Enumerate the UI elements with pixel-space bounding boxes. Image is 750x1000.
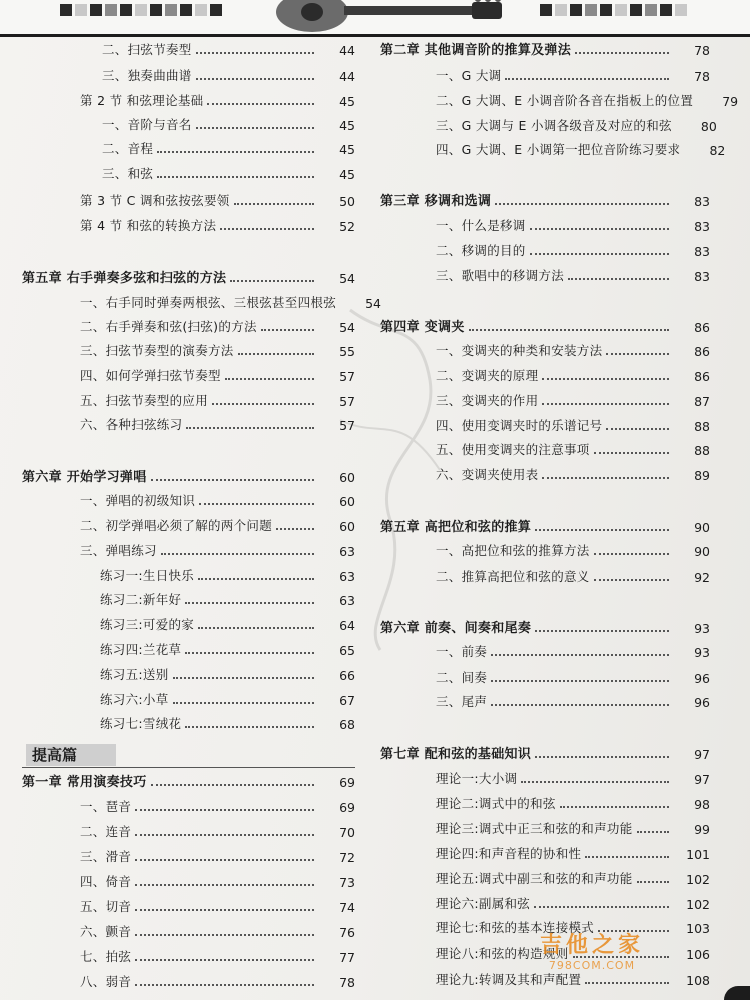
dot-leader — [185, 726, 314, 728]
dot-leader — [568, 278, 669, 280]
toc-page-number: 87 — [694, 394, 710, 409]
toc-entry — [22, 111, 355, 133]
toc-page-number: 101 — [686, 847, 710, 862]
toc-page-number: 45 — [339, 142, 355, 157]
toc-chapter-entry — [380, 36, 710, 58]
toc-page-number: 70 — [339, 825, 355, 840]
dot-leader — [185, 652, 314, 654]
toc-entry-title: 一、前奏 — [436, 644, 488, 659]
toc-entry-title: 三、歌唱中的移调方法 — [436, 268, 565, 283]
toc-entry-title: 第 2 节 和弦理论基础 — [80, 93, 204, 108]
toc-entry — [22, 636, 355, 658]
toc-page-number: 86 — [694, 369, 710, 384]
toc-entry-title: 三、尾声 — [436, 694, 488, 709]
toc-page-number: 102 — [686, 872, 710, 887]
toc-entry — [380, 765, 710, 787]
toc-entry-title: 第六章 前奏、间奏和尾奏 — [380, 621, 532, 636]
toc-entry-title: 练习六:小草 — [100, 692, 169, 707]
toc-page-number: 54 — [339, 271, 355, 286]
toc-page-number: 102 — [686, 897, 710, 912]
toc-entry — [22, 362, 355, 384]
toc-page-number: 72 — [339, 850, 355, 865]
toc-entry-title: 六、颤音 — [80, 924, 132, 939]
toc-page-number: 54 — [365, 296, 382, 311]
toc-page-number: 83 — [694, 244, 710, 259]
toc-page-number: 83 — [694, 269, 710, 284]
toc-page-number: 93 — [694, 621, 710, 636]
toc-entry-title: 二、初学弹唱必须了解的两个问题 — [80, 518, 273, 533]
toc-entry — [22, 868, 355, 890]
dot-leader — [196, 127, 314, 129]
toc-entry-title: 第一章 常用演奏技巧 — [22, 775, 147, 790]
toc-entry — [380, 790, 710, 812]
toc-entry — [380, 212, 710, 234]
dot-leader — [135, 809, 314, 811]
section-label: 提高篇 — [26, 744, 116, 766]
toc-page-number: 45 — [339, 118, 355, 133]
toc-entry-title: 四、使用变调夹时的乐谱记号 — [436, 418, 603, 433]
toc-entry — [22, 793, 355, 815]
dot-leader — [151, 784, 314, 786]
toc-entry — [380, 664, 710, 686]
toc-entry — [22, 843, 355, 865]
toc-entry — [380, 112, 717, 134]
toc-entry-title: 第三章 移调和选调 — [380, 194, 492, 209]
toc-entry-title: 练习三:可爱的家 — [100, 617, 195, 632]
toc-entry — [380, 638, 710, 660]
toc-entry-title: 七、拍弦 — [80, 949, 132, 964]
toc-entry-title: 二、右手弹奏和弦(扫弦)的方法 — [80, 319, 257, 334]
toc-chapter-entry — [380, 513, 710, 535]
dot-leader — [173, 702, 314, 704]
toc-page-number: 57 — [339, 418, 355, 433]
dot-leader — [157, 151, 314, 153]
dot-leader — [225, 378, 314, 380]
dot-leader — [585, 982, 669, 984]
toc-page-number: 54 — [339, 320, 355, 335]
dot-leader — [234, 203, 314, 205]
toc-entry-title: 八、弱音 — [80, 974, 132, 989]
toc-entry-title: 三、扫弦节奏型的演奏方法 — [80, 343, 234, 358]
toc-entry-title: 理论四:和声音程的协和性 — [436, 846, 582, 861]
toc-page-number: 90 — [694, 544, 710, 559]
toc-page-number: 65 — [339, 643, 355, 658]
toc-entry — [22, 62, 355, 84]
toc-entry — [380, 890, 710, 912]
toc-page-number: 50 — [339, 194, 355, 209]
toc-page-number: 103 — [686, 921, 710, 936]
toc-page-number: 69 — [339, 775, 355, 790]
toc-entry — [380, 337, 710, 359]
toc-entry — [380, 688, 710, 710]
toc-page-number: 108 — [686, 973, 710, 988]
toc-page-number: 93 — [694, 645, 710, 660]
toc-entry-title: 一、变调夹的种类和安装方法 — [436, 343, 603, 358]
toc-entry — [22, 818, 355, 840]
toc-entry — [380, 362, 710, 384]
toc-page-number: 97 — [694, 747, 710, 762]
toc-page-number: 63 — [339, 593, 355, 608]
toc-entry-title: 一、琶音 — [80, 799, 132, 814]
toc-entry-title: 第五章 高把位和弦的推算 — [380, 520, 532, 535]
watermark-url: 798COM.COM — [548, 959, 636, 972]
toc-entry — [22, 562, 355, 584]
toc-entry-title: 一、高把位和弦的推算方法 — [436, 543, 590, 558]
toc-chapter-entry — [22, 264, 355, 286]
toc-entry — [380, 436, 710, 458]
toc-page-number: 89 — [694, 468, 710, 483]
toc-page-number: 96 — [694, 695, 710, 710]
toc-page-number: 64 — [339, 618, 355, 633]
dot-leader — [135, 834, 314, 836]
toc-page-number: 99 — [694, 822, 710, 837]
toc-page-number: 83 — [694, 219, 710, 234]
toc-entry — [22, 160, 355, 182]
toc-entry-title: 三、独奏曲曲谱 — [102, 68, 192, 83]
dot-leader — [220, 228, 314, 230]
toc-entry-title: 一、G 大调 — [436, 68, 502, 83]
toc-entry-title: 五、使用变调夹的注意事项 — [436, 442, 590, 457]
toc-page-number: 44 — [339, 69, 355, 84]
section-rule — [22, 767, 355, 768]
toc-entry-title: 理论六:副属和弦 — [436, 896, 531, 911]
dot-leader — [135, 984, 314, 986]
toc-entry-title: 六、变调夹使用表 — [436, 467, 539, 482]
dot-leader — [594, 553, 669, 555]
toc-page-number: 67 — [339, 693, 355, 708]
toc-entry-title: 六、各种扫弦练习 — [80, 417, 183, 432]
dot-leader — [542, 403, 669, 405]
toc-entry — [22, 611, 355, 633]
toc-entry-title: 理论七:和弦的基本连接模式 — [436, 920, 595, 935]
toc-entry-title: 第七章 配和弦的基础知识 — [380, 747, 532, 762]
dot-leader — [238, 353, 314, 355]
dot-leader — [495, 203, 669, 205]
toc-entry-title: 三、变调夹的作用 — [436, 393, 539, 408]
toc-entry — [22, 487, 355, 509]
toc-entry — [22, 918, 355, 940]
toc-entry — [380, 262, 710, 284]
toc-page-number: 80 — [700, 119, 717, 134]
toc-entry — [22, 135, 355, 157]
toc-entry-title: 二、音程 — [102, 141, 154, 156]
toc-page-number: 63 — [339, 544, 355, 559]
toc-entry-title: 一、弹唱的初级知识 — [80, 493, 196, 508]
toc-entry-title: 练习七:雪绒花 — [100, 716, 182, 731]
toc-entry-title: 一、右手同时弹奏两根弦、三根弦甚至四根弦 — [80, 295, 337, 310]
toc-entry — [22, 710, 355, 732]
toc-chapter-entry — [380, 187, 710, 209]
toc-entry-title: 第二章 其他调音阶的推算及弹法 — [380, 43, 572, 58]
dot-leader — [207, 103, 314, 105]
toc-page-number: 45 — [339, 167, 355, 182]
toc-entry-title: 第六章 开始学习弹唱 — [22, 470, 147, 485]
toc-page-number: 69 — [339, 800, 355, 815]
toc-entry — [380, 136, 726, 158]
toc-page-number: 57 — [339, 369, 355, 384]
dot-leader — [185, 602, 314, 604]
toc-page-number: 78 — [694, 69, 710, 84]
dot-leader — [560, 806, 669, 808]
toc-entry-title: 五、切音 — [80, 899, 132, 914]
toc-page-number: 60 — [339, 519, 355, 534]
toc-chapter-entry — [22, 463, 355, 485]
toc-entry-title: 二、扫弦节奏型 — [102, 42, 192, 57]
toc-entry — [22, 661, 355, 683]
toc-page-number: 45 — [339, 94, 355, 109]
dot-leader — [135, 884, 314, 886]
toc-entry-title: 第四章 变调夹 — [380, 320, 465, 335]
toc-entry — [22, 289, 382, 311]
dot-leader — [276, 528, 314, 530]
toc-entry — [380, 563, 710, 585]
dot-leader — [542, 477, 669, 479]
dot-leader — [606, 428, 669, 430]
toc-page-number: 68 — [339, 717, 355, 732]
toc-page-number: 77 — [339, 950, 355, 965]
toc-entry — [380, 865, 710, 887]
dot-leader — [135, 959, 314, 961]
dot-leader — [542, 378, 669, 380]
dot-leader — [535, 756, 669, 758]
dot-leader — [530, 253, 669, 255]
page-corner-icon — [724, 986, 750, 1000]
toc-entry-title: 理论九:转调及其和声配置 — [436, 972, 582, 987]
toc-entry-title: 第 4 节 和弦的转换方法 — [80, 218, 217, 233]
dot-leader — [135, 909, 314, 911]
toc-entry — [380, 237, 710, 259]
toc-entry — [380, 412, 710, 434]
dot-leader — [261, 329, 314, 331]
toc-chapter-entry — [22, 768, 355, 790]
toc-entry-title: 一、什么是移调 — [436, 218, 526, 233]
toc-page-number: 98 — [694, 797, 710, 812]
toc-entry — [22, 337, 355, 359]
dot-leader — [161, 553, 314, 555]
toc-page-number: 73 — [339, 875, 355, 890]
toc-page-number: 88 — [694, 419, 710, 434]
toc-entry-title: 四、如何学弹扫弦节奏型 — [80, 368, 221, 383]
header-squares-icon — [540, 4, 687, 16]
toc-entry-title: 练习四:兰花草 — [100, 642, 182, 657]
toc-entry — [22, 36, 355, 58]
toc-entry — [22, 313, 355, 335]
toc-entry-title: 二、移调的目的 — [436, 243, 526, 258]
toc-entry-title: 四、倚音 — [80, 874, 132, 889]
toc-entry-title: 第五章 右手弹奏多弦和扫弦的方法 — [22, 271, 227, 286]
watermark-title: 吉他之家 — [539, 933, 644, 958]
toc-page-number: 52 — [339, 219, 355, 234]
toc-page-number: 97 — [694, 772, 710, 787]
dot-leader — [505, 78, 669, 80]
dot-leader — [491, 654, 669, 656]
dot-leader — [534, 906, 669, 908]
toc-entry-title: 一、音阶与音名 — [102, 117, 192, 132]
dot-leader — [491, 680, 669, 682]
toc-entry-title: 理论二:调式中的和弦 — [436, 796, 556, 811]
toc-entry — [22, 893, 355, 915]
dot-leader — [535, 529, 669, 531]
toc-page-number: 79 — [722, 94, 739, 109]
dot-leader — [637, 831, 669, 833]
dot-leader — [585, 856, 669, 858]
toc-page-number: 44 — [339, 43, 355, 58]
toc-page-number: 90 — [694, 520, 710, 535]
toc-page-number: 106 — [686, 947, 710, 962]
dot-leader — [491, 704, 669, 706]
toc-page-number: 57 — [339, 394, 355, 409]
toc-entry-title: 第 3 节 C 调和弦按弦要领 — [80, 193, 230, 208]
toc-entry-title: 理论五:调式中副三和弦的和声功能 — [436, 871, 633, 886]
dot-leader — [198, 578, 314, 580]
toc-entry — [22, 187, 355, 209]
toc-page-number: 83 — [694, 194, 710, 209]
toc-entry — [22, 512, 355, 534]
dot-leader — [469, 329, 669, 331]
toc-page-number: 92 — [694, 570, 710, 585]
toc-entry — [380, 387, 710, 409]
dot-leader — [530, 228, 669, 230]
dot-leader — [594, 579, 669, 581]
toc-entry-title: 四、G 大调、E 小调第一把位音阶练习要求 — [436, 142, 681, 157]
toc-page-number: 76 — [339, 925, 355, 940]
dot-leader — [521, 781, 669, 783]
toc-page-number: 82 — [709, 143, 726, 158]
toc-chapter-entry — [380, 614, 710, 636]
toc-entry — [22, 87, 355, 109]
dot-leader — [196, 52, 314, 54]
toc-page-number: 63 — [339, 569, 355, 584]
toc-entry-title: 二、推算高把位和弦的意义 — [436, 569, 590, 584]
toc-entry-title: 理论一:大小调 — [436, 771, 518, 786]
toc-entry-title: 练习一:生日快乐 — [100, 568, 195, 583]
dot-leader — [637, 881, 669, 883]
toc-page-number: 60 — [339, 470, 355, 485]
dot-leader — [186, 427, 314, 429]
toc-page-number: 74 — [339, 900, 355, 915]
toc-page-number: 60 — [339, 494, 355, 509]
toc-chapter-entry — [380, 740, 710, 762]
toc-entry — [22, 943, 355, 965]
toc-entry-title: 二、间奏 — [436, 670, 488, 685]
toc-entry — [22, 411, 355, 433]
toc-entry — [380, 87, 739, 109]
dot-leader — [135, 934, 314, 936]
toc-entry-title: 理论三:调式中正三和弦的和声功能 — [436, 821, 633, 836]
toc-page-number: 96 — [694, 671, 710, 686]
toc-entry-title: 三、G 大调与 E 小调各级音及对应的和弦 — [436, 118, 672, 133]
toc-page-number: 55 — [339, 344, 355, 359]
toc-entry — [22, 537, 355, 559]
toc-page-number: 78 — [339, 975, 355, 990]
dot-leader — [151, 479, 314, 481]
toc-entry — [22, 968, 355, 990]
toc-entry-title: 三、弹唱练习 — [80, 543, 157, 558]
toc-entry — [380, 840, 710, 862]
toc-entry-title: 三、滑音 — [80, 849, 132, 864]
header-band — [0, 0, 750, 37]
toc-entry — [380, 537, 710, 559]
dot-leader — [199, 503, 314, 505]
watermark — [512, 928, 672, 972]
toc-entry-title: 理论八:和弦的构造规则 — [436, 946, 569, 961]
toc-entry-title: 三、和弦 — [102, 166, 154, 181]
dot-leader — [230, 280, 314, 282]
toc-entry — [22, 686, 355, 708]
toc-entry — [22, 586, 355, 608]
toc-page-number: 86 — [694, 320, 710, 335]
toc-entry — [22, 212, 355, 234]
dot-leader — [198, 627, 314, 629]
dot-leader — [535, 630, 669, 632]
toc-entry-title: 二、连音 — [80, 824, 132, 839]
dot-leader — [196, 78, 314, 80]
dot-leader — [212, 403, 314, 405]
toc-page-number: 66 — [339, 668, 355, 683]
toc-page-number: 78 — [694, 43, 710, 58]
toc-page-number: 88 — [694, 443, 710, 458]
toc-entry-title: 五、扫弦节奏型的应用 — [80, 393, 209, 408]
toc-entry-title: 练习五:送别 — [100, 667, 169, 682]
toc-entry — [380, 62, 710, 84]
toc-entry-title: 二、G 大调、E 小调音阶各音在指板上的位置 — [436, 93, 694, 108]
toc-entry-title: 二、变调夹的原理 — [436, 368, 539, 383]
toc-page-number: 86 — [694, 344, 710, 359]
dot-leader — [606, 353, 669, 355]
toc-entry — [22, 387, 355, 409]
dot-leader — [594, 452, 669, 454]
toc-entry — [380, 461, 710, 483]
dot-leader — [135, 859, 314, 861]
toc-entry-title: 练习二:新年好 — [100, 592, 182, 607]
dot-leader — [173, 677, 314, 679]
header-squares-icon — [60, 4, 222, 16]
dot-leader — [157, 176, 314, 178]
toc-entry — [380, 815, 710, 837]
dot-leader — [575, 52, 669, 54]
toc-chapter-entry — [380, 313, 710, 335]
